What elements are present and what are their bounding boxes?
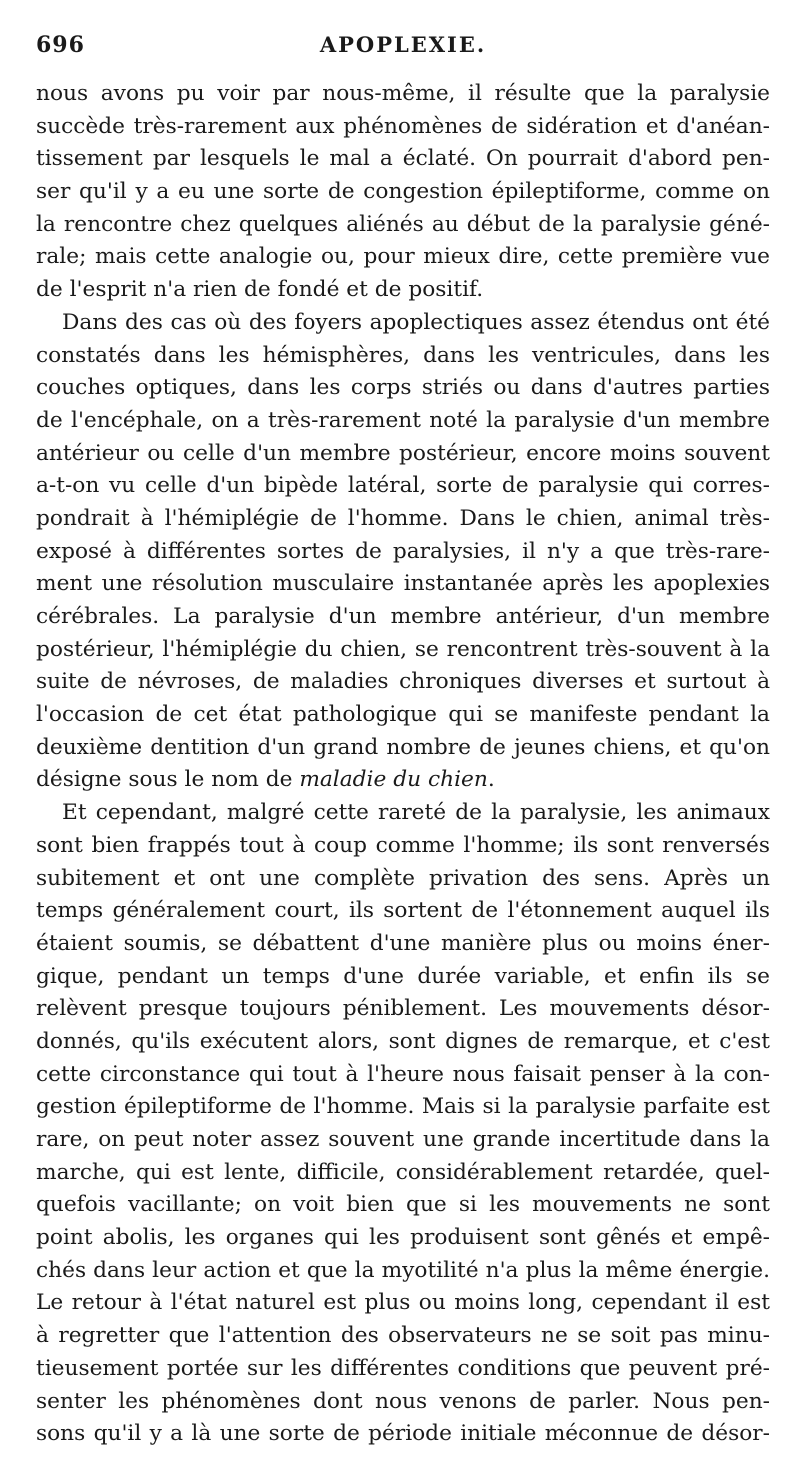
text-line: la rencontre chez quelques aliénés au début de la paralysie géné- — [36, 211, 770, 237]
text-line: de l'esprit n'a rien de fondé et de positif. — [36, 277, 484, 303]
text-line: gique, pendant un temps d'une durée variable, et enfin ils se — [36, 963, 770, 989]
body-text — [36, 78, 770, 1451]
text-line: senter les phénomènes dont nous venons de parler. Nous pen- — [36, 1388, 770, 1414]
text-line: rale; mais cette analogie ou, pour mieux dire, cette première vue — [36, 244, 770, 270]
text-line: Et cependant, malgré cette rareté de la paralysie, les animaux — [62, 800, 770, 826]
text-line: exposé à différentes sortes de paralysies, il n'y a que très-rare- — [36, 538, 770, 564]
paragraph-1 — [36, 78, 770, 307]
text-line: Le retour à l'état naturel est plus ou moins long, cependant il est — [36, 1290, 770, 1316]
text-line: postérieur, l'hémiplégie du chien, se rencontrent très-souvent à la — [36, 636, 770, 662]
text-line: succède très-rarement aux phénomènes de sidération et d'anéan- — [36, 113, 770, 139]
text-line: suite de névroses, de maladies chroniques diverses et surtout à — [36, 669, 770, 695]
text-line-suffix: . — [487, 767, 495, 793]
running-header — [36, 28, 770, 72]
text-line: étaient soumis, se débattent d'une manière plus ou moins éner- — [36, 930, 770, 956]
text-line: tieusement portée sur les différentes conditions que peuvent pré- — [36, 1355, 770, 1381]
text-line: gestion épileptiforme de l'homme. Mais si la paralysie parfaite est — [36, 1094, 770, 1120]
text-line: ment une résolution musculaire instantanée après les apoplexies — [36, 571, 770, 597]
text-line: temps généralement court, ils sortent de l'étonnement auquel ils — [36, 898, 770, 924]
text-line: rare, on peut noter assez souvent une grande incertitude dans la — [36, 1127, 770, 1152]
text-line: point abolis, les organes qui les produisent sont gênés et empê- — [36, 1225, 770, 1251]
text-line: chés dans leur action et que la myotilité n'a plus la même énergie. — [36, 1257, 770, 1283]
text-line: sont bien frappés tout à coup comme l'homme; ils sont renversés — [36, 832, 770, 858]
text-line: deuxième dentition d'un grand nombre de jeunes chiens, et qu'on — [36, 734, 770, 760]
text-line — [36, 764, 770, 797]
text-line: relèvent presque toujours péniblement. Les mouvements désor- — [36, 996, 770, 1022]
italic-term: maladie du chien — [299, 767, 488, 793]
text-line: subitement et ont une complète privation des sens. Après un — [36, 865, 770, 891]
text-line: à regretter que l'attention des observateurs ne se soit pas minu- — [36, 1323, 770, 1349]
paragraph-2 — [36, 307, 770, 797]
text-line: cette circonstance qui tout à l'heure nous faisait penser à la con- — [36, 1061, 770, 1087]
text-line: donnés, qu'ils exécutent alors, sont dignes de remarque, et c'est — [36, 1028, 770, 1054]
text-line: de l'encéphale, on a très-rarement noté la paralysie d'un membre — [36, 407, 770, 433]
text-line: couches optiques, dans les corps striés ou dans d'autres parties — [36, 375, 770, 401]
paragraph-3 — [36, 797, 770, 1451]
text-line: nous avons pu voir par nous-même, il résulte que la paralysie — [36, 81, 770, 106]
page-number: 696 — [36, 32, 85, 58]
text-line-prefix: désigne sous le nom de — [36, 767, 300, 793]
text-line: pondrait à l'hémiplégie de l'homme. Dans le chien, animal très- — [36, 505, 770, 531]
text-line: sons qu'il y a là une sorte de période initiale méconnue de désor- — [36, 1421, 770, 1447]
text-line: constatés dans les hémisphères, dans les ventricules, dans les — [36, 342, 770, 368]
running-title: APOPLEXIE. — [319, 32, 487, 57]
text-line: cérébrales. La paralysie d'un membre antérieur, d'un membre — [36, 604, 770, 629]
text-line: a-t-on vu celle d'un bipède latéral, sorte de paralysie qui corres- — [36, 473, 770, 499]
text-line: marche, qui est lente, difficile, considérablement retardée, quel- — [36, 1159, 770, 1185]
text-line: tissement par lesquels le mal a éclaté. On pourrait d'abord pen- — [36, 146, 770, 172]
text-line: l'occasion de cet état pathologique qui se manifeste pendant la — [36, 702, 770, 728]
text-line: ser qu'il y a eu une sorte de congestion épileptiforme, comme on — [36, 179, 770, 205]
text-line: quefois vacillante; on voit bien que si les mouvements ne sont — [36, 1192, 770, 1218]
text-line: antérieur ou celle d'un membre postérieur, encore moins souvent — [36, 440, 770, 466]
text-line: Dans des cas où des foyers apoplectiques assez étendus ont été — [62, 309, 770, 335]
